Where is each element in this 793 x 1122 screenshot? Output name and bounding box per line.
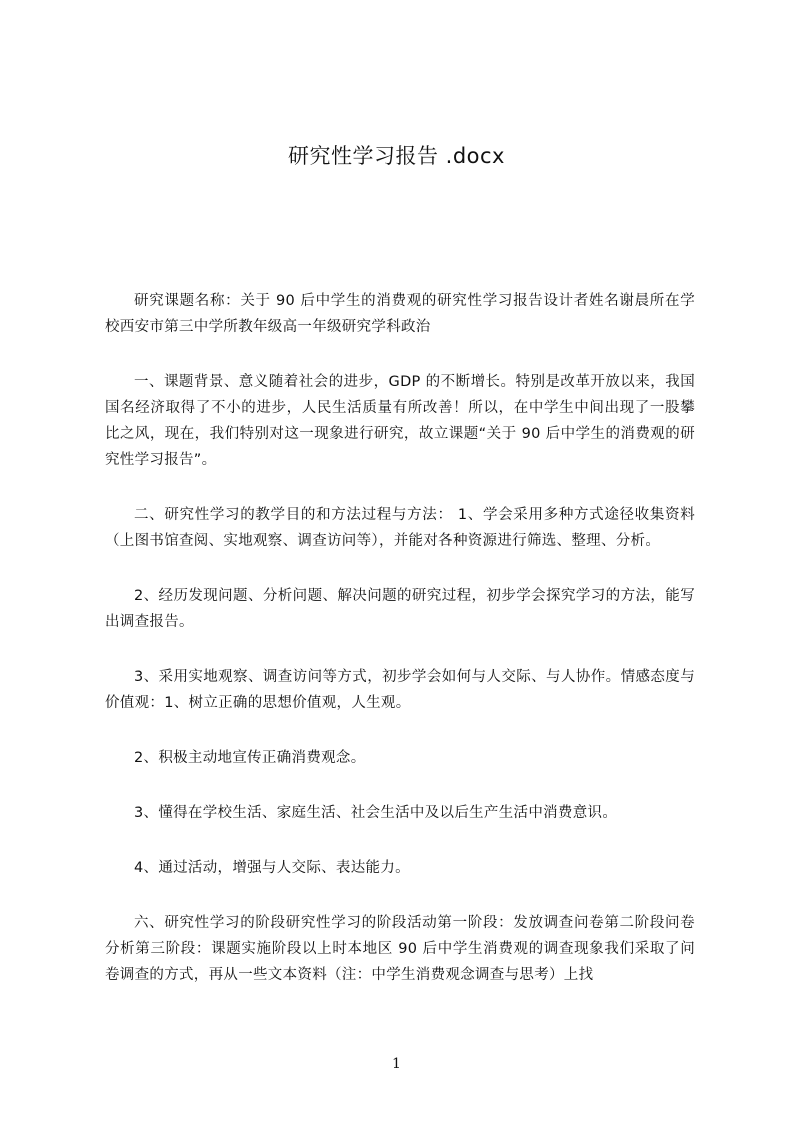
paragraph-objectives: 二、研究性学习的教学目的和方法过程与方法： 1、学会采用多种方式途径收集资料（上图书馆查阅、实地观察、调查访问等），并能对各种资源进行筛选、整理、分析。 [105,507,695,549]
paragraph-value-3: 3、懂得在学校生活、家庭生活、社会生活中及以后生产生活中消费意识。 [134,805,618,821]
paragraph-project-info: 研究课题名称：关于 90 后中学生的消费观的研究性学习报告设计者姓名谢晨所在学校西安市第三中学所教年级高一年级研究学科政治 [105,293,695,335]
paragraph-value-4: 4、通过活动，增强与人交际、表达能力。 [134,860,410,876]
document-title: 研究性学习报告 .docx [287,144,505,168]
paragraph-value-2: 2、积极主动地宣传正确消费观念。 [134,750,366,766]
page-number: 1 [392,1056,401,1072]
paragraph-stages: 六、研究性学习的阶段研究性学习的阶段活动第一阶段：发放调查问卷第二阶段问卷分析第三阶段：课题实施阶段以上时本地区 90 后中学生消费观的调查现象我们采取了问卷调查的方式，再从一些文本资料（注：中学生消费观念调查与思考）上找 [105,915,695,983]
document-body [105,288,695,1017]
paragraph-objective-3: 3、采用实地观察、调查访问等方式，初步学会如何与人交际、与人协作。情感态度与价值观：1、树立正确的思想价值观，人生观。 [105,669,695,711]
paragraph-objective-2: 2、经历发现问题、分析问题、解决问题的研究过程，初步学会探究学习的方法，能写出调查报告。 [105,588,695,630]
paragraph-background: 一、课题背景、意义随着社会的进步，GDP 的不断增长。特别是改革开放以来，我国国名经济取得了不小的进步，人民生活质量有所改善！所以，在中学生中间出现了一股攀比之风，现在，我们特别对这一现象进行研究，故立课题“关于 90 后中学生的消费观的研究性学习报告”。 [105,374,695,468]
